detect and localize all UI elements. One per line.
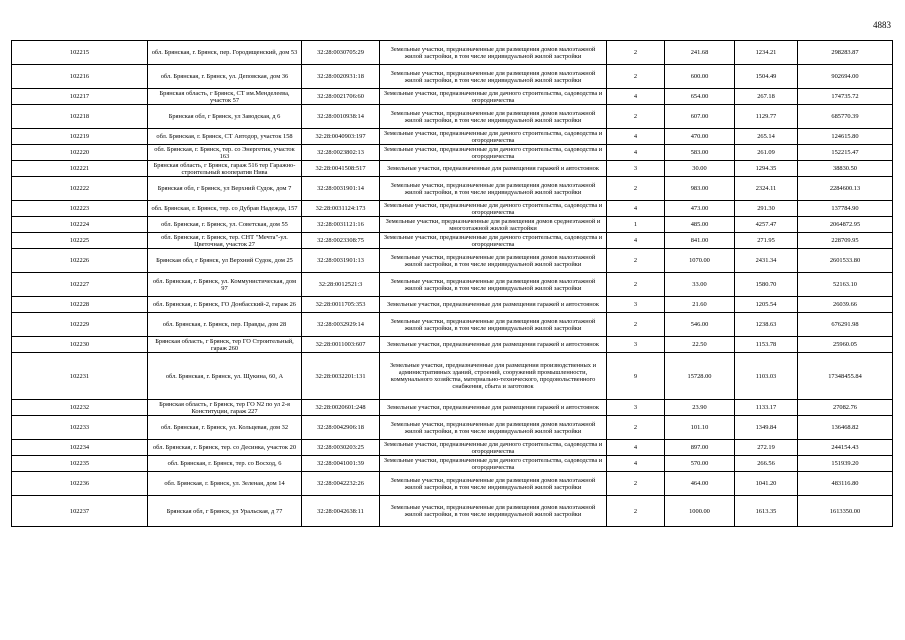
row-group: 2	[607, 313, 665, 337]
table-row	[12, 145, 893, 161]
row-group: 4	[607, 440, 665, 456]
row-area: 241.68	[665, 41, 735, 65]
row-id: 102232	[12, 400, 148, 416]
row-cadastral-number: 32:28:0023308:75	[302, 233, 380, 249]
row-id: 102216	[12, 65, 148, 89]
row-cadastral-number: 32:28:0030705:29	[302, 41, 380, 65]
table-row	[12, 65, 893, 89]
table-row	[12, 201, 893, 217]
row-cadastral-value: 2601533.80	[798, 249, 893, 273]
row-address: Брянская обл, г Брянск, ул Верхний Судок, дом 25	[148, 249, 302, 273]
row-area: 22.50	[665, 337, 735, 353]
row-area: 583.00	[665, 145, 735, 161]
row-id: 102228	[12, 297, 148, 313]
row-area: 897.00	[665, 440, 735, 456]
row-area: 1000.00	[665, 496, 735, 527]
row-cadastral-value: 902694.00	[798, 65, 893, 89]
row-area: 464.00	[665, 472, 735, 496]
table-row	[12, 400, 893, 416]
table-row	[12, 233, 893, 249]
row-group: 2	[607, 41, 665, 65]
row-land-use: Земельные участки, предназначенные для размещения гаражей и автостоянок	[380, 297, 607, 313]
row-address: Брянская обл, г Брянск, ул Уральская, д 77	[148, 496, 302, 527]
row-specific-value: 291.30	[735, 201, 798, 217]
row-cadastral-number: 32:28:0031901:14	[302, 177, 380, 201]
row-id: 102234	[12, 440, 148, 456]
row-address: Брянская область, г Брянск, тер ГО N2 по ул 2-я Конституции, гараж 227	[148, 400, 302, 416]
row-address: обл. Брянская, г. Брянск, ул. Щукина, 60, А	[148, 353, 302, 400]
row-specific-value: 1041.20	[735, 472, 798, 496]
row-id: 102237	[12, 496, 148, 527]
row-area: 600.00	[665, 65, 735, 89]
row-land-use: Земельные участки, предназначенные для дачного строительства, садоводства и огородничества	[380, 440, 607, 456]
row-specific-value: 1103.03	[735, 353, 798, 400]
row-cadastral-value: 1613350.00	[798, 496, 893, 527]
row-cadastral-number: 32:28:0032929:14	[302, 313, 380, 337]
row-cadastral-value: 38830.50	[798, 161, 893, 177]
row-cadastral-number: 32:28:0042906:18	[302, 416, 380, 440]
row-cadastral-value: 27082.76	[798, 400, 893, 416]
row-group: 3	[607, 161, 665, 177]
row-specific-value: 2324.11	[735, 177, 798, 201]
row-area: 607.00	[665, 105, 735, 129]
table-row	[12, 416, 893, 440]
row-address: обл. Брянская, г. Брянск, ГО Донбасский-2, гараж 26	[148, 297, 302, 313]
row-group: 3	[607, 400, 665, 416]
row-cadastral-value: 2064872.95	[798, 217, 893, 233]
row-land-use: Земельные участки, предназначенные для размещения домов малоэтажной жилой застройки, в том числе индивидуальной жилой застройки	[380, 65, 607, 89]
row-cadastral-number: 32:28:0041508:517	[302, 161, 380, 177]
row-specific-value: 1205.54	[735, 297, 798, 313]
table-row	[12, 313, 893, 337]
row-id: 102230	[12, 337, 148, 353]
row-address: обл. Брянская, г. Брянск, тер. со Дубрав Надежда, 157	[148, 201, 302, 217]
row-cadastral-value: 685770.39	[798, 105, 893, 129]
row-area: 1070.00	[665, 249, 735, 273]
row-area: 570.00	[665, 456, 735, 472]
row-cadastral-value: 151939.20	[798, 456, 893, 472]
table-row	[12, 177, 893, 201]
row-land-use: Земельные участки, предназначенные для дачного строительства, садоводства и огородничества	[380, 233, 607, 249]
row-land-use: Земельные участки, предназначенные для размещения гаражей и автостоянок	[380, 161, 607, 177]
row-cadastral-number: 32:28:0020931:18	[302, 65, 380, 89]
table-row	[12, 472, 893, 496]
row-address: обл. Брянская, г. Брянск, пер. Городищенский, дом 53	[148, 41, 302, 65]
row-id: 102217	[12, 89, 148, 105]
row-id: 102233	[12, 416, 148, 440]
row-cadastral-value: 137784.90	[798, 201, 893, 217]
row-land-use: Земельные участки, предназначенные для дачного строительства, садоводства и огородничества	[380, 145, 607, 161]
row-address: обл. Брянская, г. Брянск, тер. СНТ "Мечта"-ул. Цветочная, участок 27	[148, 233, 302, 249]
row-cadastral-number: 32:28:0040903:197	[302, 129, 380, 145]
row-area: 983.00	[665, 177, 735, 201]
row-id: 102236	[12, 472, 148, 496]
row-specific-value: 2431.34	[735, 249, 798, 273]
row-id: 102231	[12, 353, 148, 400]
row-group: 4	[607, 456, 665, 472]
row-cadastral-value: 298283.87	[798, 41, 893, 65]
row-group: 2	[607, 105, 665, 129]
row-land-use: Земельные участки, предназначенные для размещения домов малоэтажной жилой застройки, в том числе индивидуальной жилой застройки	[380, 313, 607, 337]
row-id: 102229	[12, 313, 148, 337]
row-land-use: Земельные участки, предназначенные для размещения гаражей и автостоянок	[380, 337, 607, 353]
table-row	[12, 353, 893, 400]
row-land-use: Земельные участки, предназначенные для дачного строительства, садоводства и огородничества	[380, 201, 607, 217]
row-area: 23.90	[665, 400, 735, 416]
row-specific-value: 1580.70	[735, 273, 798, 297]
row-cadastral-value: 483116.80	[798, 472, 893, 496]
row-cadastral-value: 228709.95	[798, 233, 893, 249]
row-land-use: Земельные участки, предназначенные для размещения домов малоэтажной жилой застройки, в том числе индивидуальной жилой застройки	[380, 105, 607, 129]
row-cadastral-number: 32:28:0021706:60	[302, 89, 380, 105]
row-cadastral-number: 32:28:0031901:13	[302, 249, 380, 273]
table-row	[12, 89, 893, 105]
row-group: 9	[607, 353, 665, 400]
row-address: обл. Брянская, г. Брянск, ул. Деповская, дом 36	[148, 65, 302, 89]
row-specific-value: 1129.77	[735, 105, 798, 129]
row-area: 654.00	[665, 89, 735, 105]
row-address: Брянская обл, г Брянск, ул Верхний Судок, дом 7	[148, 177, 302, 201]
row-group: 4	[607, 233, 665, 249]
row-cadastral-number: 32:28:0010938:14	[302, 105, 380, 129]
row-group: 4	[607, 129, 665, 145]
table-row	[12, 249, 893, 273]
table-row	[12, 105, 893, 129]
row-cadastral-number: 32:28:0023802:13	[302, 145, 380, 161]
row-area: 101.10	[665, 416, 735, 440]
row-cadastral-value: 174735.72	[798, 89, 893, 105]
row-group: 2	[607, 65, 665, 89]
row-area: 30.00	[665, 161, 735, 177]
row-cadastral-value: 152215.47	[798, 145, 893, 161]
row-area: 21.60	[665, 297, 735, 313]
row-cadastral-number: 32:28:0020601:248	[302, 400, 380, 416]
table-row	[12, 41, 893, 65]
row-area: 841.00	[665, 233, 735, 249]
row-specific-value: 1133.17	[735, 400, 798, 416]
row-cadastral-value: 25960.05	[798, 337, 893, 353]
row-group: 4	[607, 145, 665, 161]
row-specific-value: 265.14	[735, 129, 798, 145]
row-specific-value: 271.95	[735, 233, 798, 249]
row-group: 2	[607, 273, 665, 297]
row-group: 2	[607, 472, 665, 496]
table-row	[12, 440, 893, 456]
row-cadastral-value: 52163.10	[798, 273, 893, 297]
row-group: 2	[607, 177, 665, 201]
row-land-use: Земельные участки, предназначенные для размещения гаражей и автостоянок	[380, 400, 607, 416]
table-row	[12, 273, 893, 297]
row-cadastral-value: 244154.43	[798, 440, 893, 456]
row-address: обл. Брянская, г. Брянск, тер. со Энергетик, участок 163	[148, 145, 302, 161]
row-land-use: Земельные участки, предназначенные для дачного строительства, садоводства и огородничества	[380, 456, 607, 472]
row-area: 15728.00	[665, 353, 735, 400]
row-cadastral-number: 32:28:0041001:39	[302, 456, 380, 472]
row-cadastral-value: 2284600.13	[798, 177, 893, 201]
row-id: 102221	[12, 161, 148, 177]
row-specific-value: 4257.47	[735, 217, 798, 233]
row-land-use: Земельные участки, предназначенные для размещения домов малоэтажной жилой застройки, в том числе индивидуальной жилой застройки	[380, 416, 607, 440]
row-cadastral-value: 124615.80	[798, 129, 893, 145]
row-land-use: Земельные участки, предназначенные для размещения домов малоэтажной жилой застройки, в том числе индивидуальной жилой застройки	[380, 273, 607, 297]
row-area: 470.00	[665, 129, 735, 145]
row-area: 546.00	[665, 313, 735, 337]
row-group: 2	[607, 496, 665, 527]
row-group: 3	[607, 297, 665, 313]
row-group: 4	[607, 89, 665, 105]
row-id: 102220	[12, 145, 148, 161]
row-id: 102219	[12, 129, 148, 145]
row-address: Брянская обл, г Брянск, ул Заводская, д 6	[148, 105, 302, 129]
row-address: обл. Брянская, г. Брянск, ул. Коммунистическая, дом 97	[148, 273, 302, 297]
row-address: Брянская область, г Брянск, тер ГО Строительный, гараж 260	[148, 337, 302, 353]
row-cadastral-number: 32:28:0032201:131	[302, 353, 380, 400]
row-land-use: Земельные участки, предназначенные для дачного строительства, садоводства и огородничества	[380, 129, 607, 145]
row-address: обл. Брянская, г. Брянск, тер. со Восход, 6	[148, 456, 302, 472]
table-row	[12, 337, 893, 353]
table-row	[12, 161, 893, 177]
row-area: 473.00	[665, 201, 735, 217]
row-cadastral-number: 32:28:0012521:3	[302, 273, 380, 297]
row-address: обл. Брянская, г. Брянск, тер. со Десинка, участок 20	[148, 440, 302, 456]
row-specific-value: 1234.21	[735, 41, 798, 65]
row-cadastral-number: 32:28:0030203:25	[302, 440, 380, 456]
row-address: обл. Брянская, г. Брянск, СТ Автодор, участок 158	[148, 129, 302, 145]
row-id: 102222	[12, 177, 148, 201]
row-group: 1	[607, 217, 665, 233]
row-land-use: Земельные участки, предназначенные для размещения домов малоэтажной жилой застройки, в том числе индивидуальной жилой застройки	[380, 472, 607, 496]
row-land-use: Земельные участки, предназначенные для размещения домов малоэтажной жилой застройки, в том числе индивидуальной жилой застройки	[380, 496, 607, 527]
row-land-use: Земельные участки, предназначенные для размещения домов малоэтажной жилой застройки, в том числе индивидуальной жилой застройки	[380, 177, 607, 201]
row-specific-value: 1294.35	[735, 161, 798, 177]
table-row	[12, 456, 893, 472]
row-id: 102215	[12, 41, 148, 65]
row-land-use: Земельные участки, предназначенные для дачного строительства, садоводства и огородничества	[380, 89, 607, 105]
row-specific-value: 267.18	[735, 89, 798, 105]
row-land-use: Земельные участки, предназначенные для размещения домов среднеэтажной и многоэтажной жилой застройки	[380, 217, 607, 233]
row-specific-value: 266.56	[735, 456, 798, 472]
row-area: 485.00	[665, 217, 735, 233]
row-cadastral-number: 32:28:0031124:173	[302, 201, 380, 217]
row-specific-value: 261.09	[735, 145, 798, 161]
row-address: обл. Брянская, г. Брянск, ул. Зеленая, дом 14	[148, 472, 302, 496]
row-group: 2	[607, 416, 665, 440]
row-cadastral-number: 32:28:0011003:607	[302, 337, 380, 353]
row-specific-value: 1349.84	[735, 416, 798, 440]
row-group: 4	[607, 201, 665, 217]
row-cadastral-number: 32:28:0031121:16	[302, 217, 380, 233]
row-specific-value: 1238.63	[735, 313, 798, 337]
row-specific-value: 1504.49	[735, 65, 798, 89]
row-specific-value: 1153.78	[735, 337, 798, 353]
table-row	[12, 129, 893, 145]
table-row	[12, 496, 893, 527]
row-id: 102227	[12, 273, 148, 297]
row-land-use: Земельные участки, предназначенные для размещения домов малоэтажной жилой застройки, в том числе индивидуальной жилой застройки	[380, 41, 607, 65]
row-cadastral-number: 32:28:0011705:353	[302, 297, 380, 313]
row-address: обл. Брянская, г. Брянск, пер. Правды, дом 28	[148, 313, 302, 337]
row-area: 33.00	[665, 273, 735, 297]
row-id: 102223	[12, 201, 148, 217]
row-address: Брянская область, г Брянск, СТ им.Менделеева, участок 57	[148, 89, 302, 105]
row-specific-value: 272.19	[735, 440, 798, 456]
row-cadastral-value: 136468.82	[798, 416, 893, 440]
row-group: 3	[607, 337, 665, 353]
row-land-use: Земельные участки, предназначенные для размещения производственных и административных зданий, строений, сооружений промышленности, коммунального хозяйства, материально-технического, продовольственного снабжения, сбыта и заготовок	[380, 353, 607, 400]
table-row	[12, 297, 893, 313]
row-id: 102218	[12, 105, 148, 129]
page-number: 4883	[873, 20, 891, 30]
row-cadastral-value: 17348455.84	[798, 353, 893, 400]
row-land-use: Земельные участки, предназначенные для размещения домов малоэтажной жилой застройки, в том числе индивидуальной жилой застройки	[380, 249, 607, 273]
row-specific-value: 1613.35	[735, 496, 798, 527]
row-address: обл. Брянская, г. Брянск, ул. Кольцевая, дом 32	[148, 416, 302, 440]
row-id: 102224	[12, 217, 148, 233]
row-id: 102226	[12, 249, 148, 273]
cadastral-value-table	[11, 40, 893, 527]
row-id: 102225	[12, 233, 148, 249]
row-cadastral-number: 32:28:0042638:11	[302, 496, 380, 527]
table-row	[12, 217, 893, 233]
row-address: обл. Брянская, г. Брянск, ул. Советская, дом 55	[148, 217, 302, 233]
row-cadastral-value: 26039.66	[798, 297, 893, 313]
row-cadastral-number: 32:28:0042232:26	[302, 472, 380, 496]
row-address: Брянская область, г Брянск, гараж 516 тер Гаражно-строительный кооператив Нива	[148, 161, 302, 177]
row-cadastral-value: 676291.98	[798, 313, 893, 337]
row-id: 102235	[12, 456, 148, 472]
row-group: 2	[607, 249, 665, 273]
